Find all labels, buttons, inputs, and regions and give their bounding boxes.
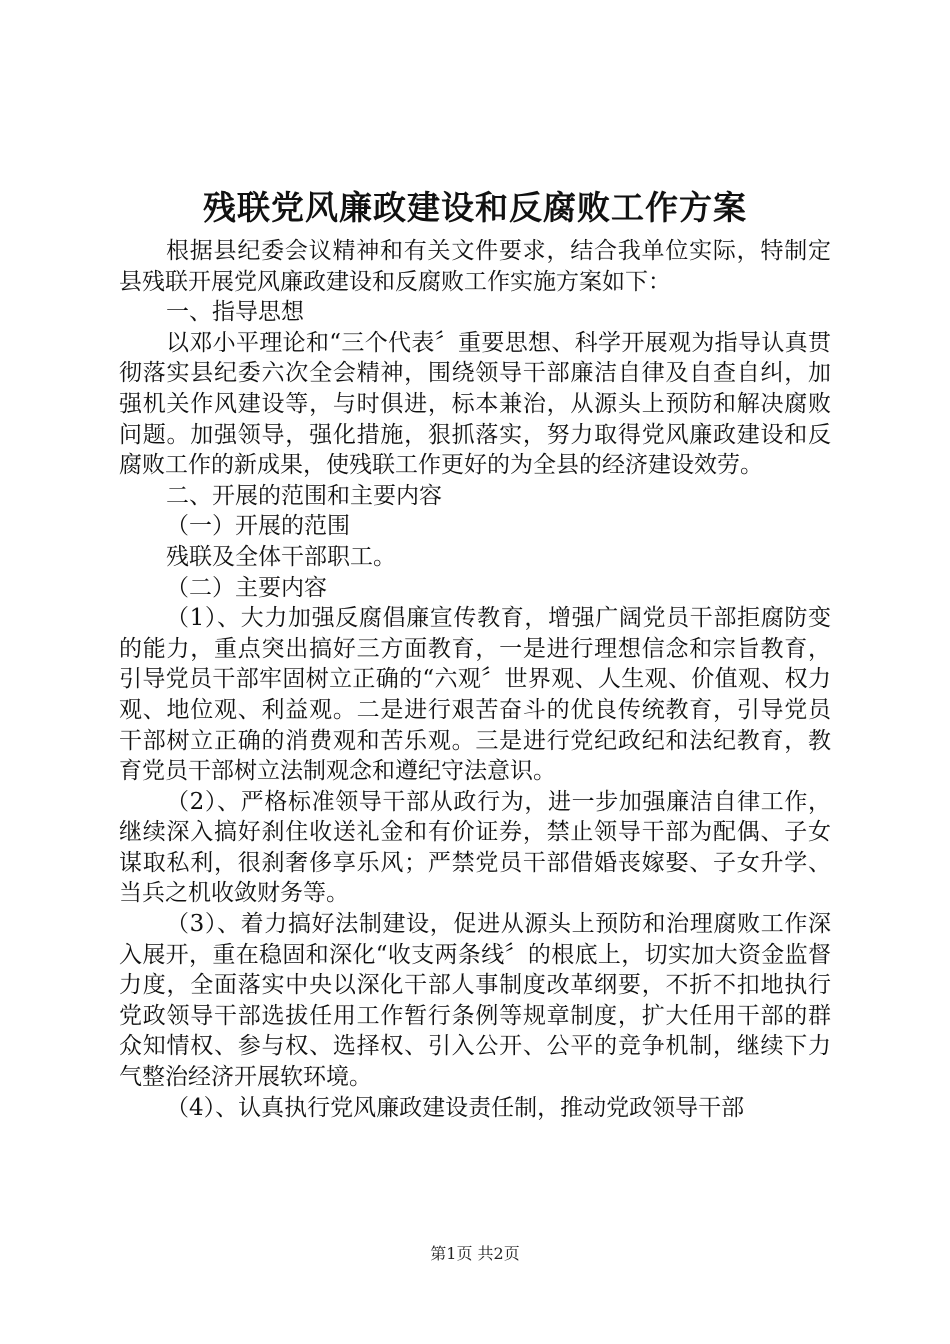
intro-paragraph: 根据县纪委会议精神和有关文件要求，结合我单位实际，特制定县残联开展党风廉政建设和反腐败工作实施方案如下： [119, 238, 831, 295]
content-item-4: （4）、认真执行党风廉政建设责任制，推动党政领导干部 [166, 1094, 745, 1121]
content-item-3: （3）、着力搞好法制建设，促进从源头上预防和治理腐败工作深入展开，重在稳固和深化“收支两条线〞的根底上，切实加大资金监督力度，全面落实中央以深化干部人事制度改革纲要，不折不扣地执行党政领导干部选拔任用工作暂行条例等规章制度，扩大任用干部的群众知情权、参与权、选择权、引入公开、公平的竞争机制，继续下力气整治经济开展软环境。 [119, 911, 831, 1091]
document-body [119, 236, 831, 1123]
document-title: 残联党风廉政建设和反腐败工作方案 [203, 188, 747, 227]
page-number-footer: 第1页 共2页 [430, 1244, 520, 1263]
section-heading-scope-and-content: 二、开展的范围和主要内容 [166, 482, 442, 509]
subsection-heading-main-content: （二）主要内容 [166, 574, 327, 601]
section-heading-guiding-ideology: 一、指导思想 [166, 299, 304, 326]
guiding-ideology-paragraph: 以邓小平理论和“三个代表〞重要思想、科学开展观为指导认真贯彻落实县纪委六次全会精神，围绕领导干部廉洁自律及自查自纠，加强机关作风建设等，与时俱进，标本兼治，从源头上预防和解决腐败问题。加强领导，强化措施，狠抓落实，努力取得党风廉政建设和反腐败工作的新成果，使残联工作更好的为全县的经济建设效劳。 [119, 329, 831, 479]
content-item-2: （2）、严格标准领导干部从政行为，进一步加强廉洁自律工作，继续深入搞好刹住收送礼金和有价证券，禁止领导干部为配偶、子女谋取私利，很刹奢侈享乐风；严禁党员干部借婚丧嫁娶、子女升学、当兵之机收敛财务等。 [119, 788, 831, 907]
subsection-heading-scope: （一）开展的范围 [166, 513, 350, 540]
scope-paragraph: 残联及全体干部职工。 [166, 543, 396, 570]
content-item-1: （1）、大力加强反腐倡廉宣传教育，增强广阔党员干部拒腐防变的能力，重点突出搞好三方面教育，一是进行理想信念和宗旨教育，引导党员干部牢固树立正确的“六观〞世界观、人生观、价值观、权力观、地位观、利益观。二是进行艰苦奋斗的优良传统教育，引导党员干部树立正确的消费观和苦乐观。三是进行党纪政纪和法纪教育，教育党员干部树立法制观念和遵纪守法意识。 [119, 605, 831, 785]
